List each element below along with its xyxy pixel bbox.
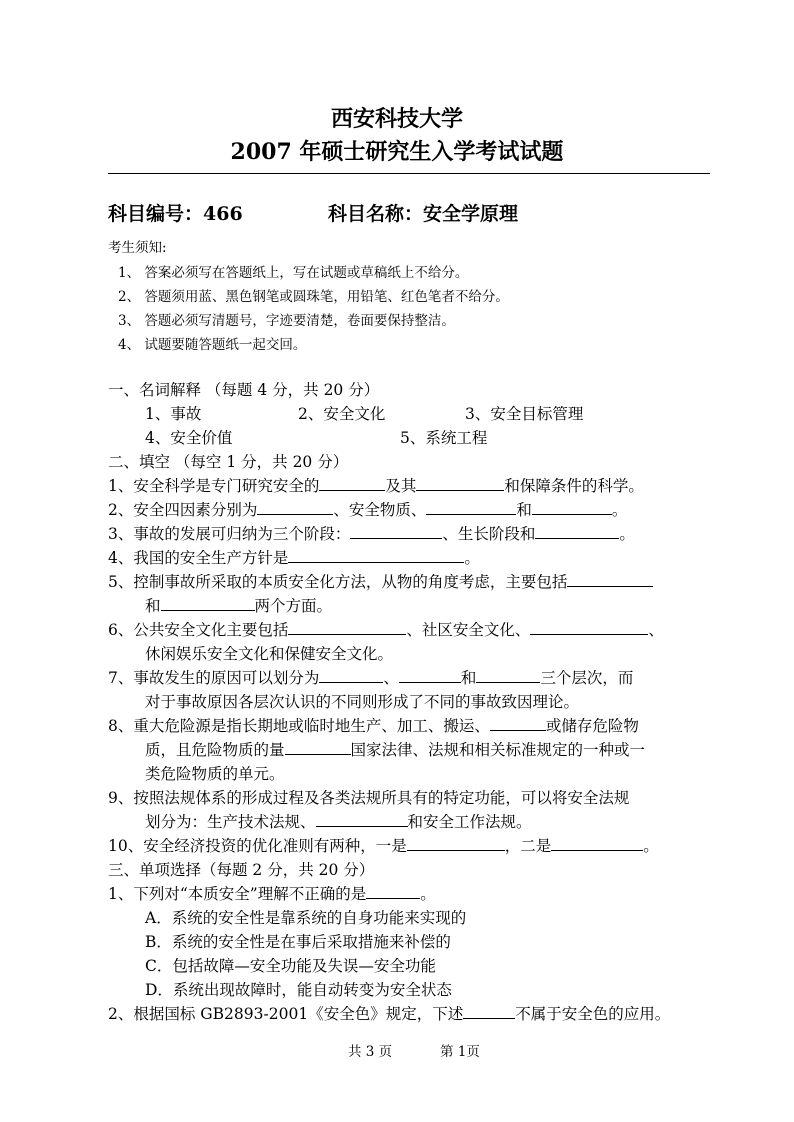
answer-blank [490,716,546,731]
notice-item: 1、 答案必须写在答题纸上，写在试题或草稿纸上不给分。 [118,265,469,281]
answer-blank [257,500,333,515]
section2-heading: 二、填空 （每空 1 分，共 20 分） [108,453,349,471]
subject-name: 科目名称：安全学原理 [328,203,519,225]
fill-question-10: 10、安全经济投资的优化准则有两种，一是 ，二是 。 [108,837,659,855]
answer-blank [567,572,653,587]
answer-blank [366,884,420,899]
notice-item: 4、 试题要随答题纸一起交回。 [118,337,307,353]
fill-question-4: 4、我国的安全生产方针是 。 [108,549,480,567]
choice-question-1: 1、下列对“本质安全”理解不正确的是 。 [108,885,436,903]
choice-option: A．系统的安全性是靠系统的自身功能来实现的 [145,909,467,927]
header-divider [108,173,710,174]
fill-question-1: 1、安全科学是专门研究安全的 及其 和保障条件的科学。 [108,477,644,495]
notice-item: 3、 答题必须写清题号，字迹要清楚，卷面要保持整洁。 [118,313,455,329]
answer-blank [532,500,612,515]
choice-question-2: 2、根据国标 GB2893-2001《安全色》规定，下述 不属于安全色的应用。 [108,1005,671,1023]
answer-blank [416,476,504,491]
subject-code: 科目编号：466 [108,203,243,225]
answer-blank [535,524,619,539]
answer-blank [319,476,385,491]
answer-blank [530,620,648,635]
answer-blank [407,836,505,851]
page-total: 共 3 页 [348,1044,393,1060]
fill-question-9: 9、按照法规体系的形成过程及各类法规所具有的特定功能，可以将安全法规 [108,789,630,807]
choice-option: D．系统出现故障时，能自动转变为安全状态 [145,981,452,999]
fill-question-5: 5、控制事故所采取的本质安全化方法，从物的角度考虑，主要包括 [108,570,653,592]
fill-question-5-cont: 和 两个方面。 [145,597,333,615]
answer-blank [319,668,383,683]
fill-question-6: 6、公共安全文化主要包括 、社区安全文化、 、 [108,621,664,639]
exam-title: 2007 年硕士研究生入学考试试题 [230,139,564,165]
fill-question-7-cont: 对于事故原因各层次认识的不同则形成了不同的事故致因理论。 [145,693,580,711]
answer-blank [288,620,406,635]
fill-question-3: 3、事故的发展可归纳为三个阶段： 、生长阶段和 。 [108,525,635,543]
term-item: 4、安全价值 [145,429,233,447]
section1-heading: 一、名词解释 （每题 4 分，共 20 分） [108,381,380,399]
fill-question-8: 8、重大危险源是指长期地或临时地生产、加工、搬运、 或储存危险物 [108,717,639,735]
term-item: 2、安全文化 [298,405,386,423]
answer-blank [551,836,643,851]
answer-blank [463,1004,515,1019]
notice-heading: 考生须知: [108,240,167,256]
answer-blank [350,524,442,539]
fill-question-2: 2、安全四因素分别为 、安全物质、 和 。 [108,501,628,519]
answer-blank [285,740,351,755]
answer-blank [288,548,464,563]
answer-blank [476,668,540,683]
fill-question-8-cont: 类危险物质的单元。 [145,765,285,783]
answer-blank [316,812,408,827]
choice-option: C．包括故障—安全功能及失误—安全功能 [145,957,436,975]
term-item: 1、事故 [145,405,202,423]
section3-heading: 三、单项选择（每题 2 分，共 20 分） [108,861,375,879]
choice-option: B．系统的安全性是在事后采取措施来补偿的 [145,933,451,951]
page-number: 第 1页 [440,1044,480,1060]
notice-item: 2、 答题须用蓝、黑色钢笔或圆珠笔，用铅笔、红色笔者不给分。 [118,289,509,305]
term-item: 5、系统工程 [400,429,488,447]
answer-blank [161,596,255,611]
fill-question-7: 7、事故发生的原因可以划分为 、 和 三个层次，而 [108,669,634,687]
answer-blank [426,500,516,515]
term-item: 3、安全目标管理 [465,405,584,423]
fill-question-8-cont: 质，且危险物质的量 国家法律、法规和相关标准规定的一种或一 [145,741,646,759]
university-name: 西安科技大学 [330,106,463,132]
fill-question-6-cont: 休闲娱乐安全文化和保健安全文化。 [145,645,394,663]
fill-question-9-cont: 划分为：生产技术法规、 和安全工作法规。 [145,813,532,831]
answer-blank [399,668,461,683]
